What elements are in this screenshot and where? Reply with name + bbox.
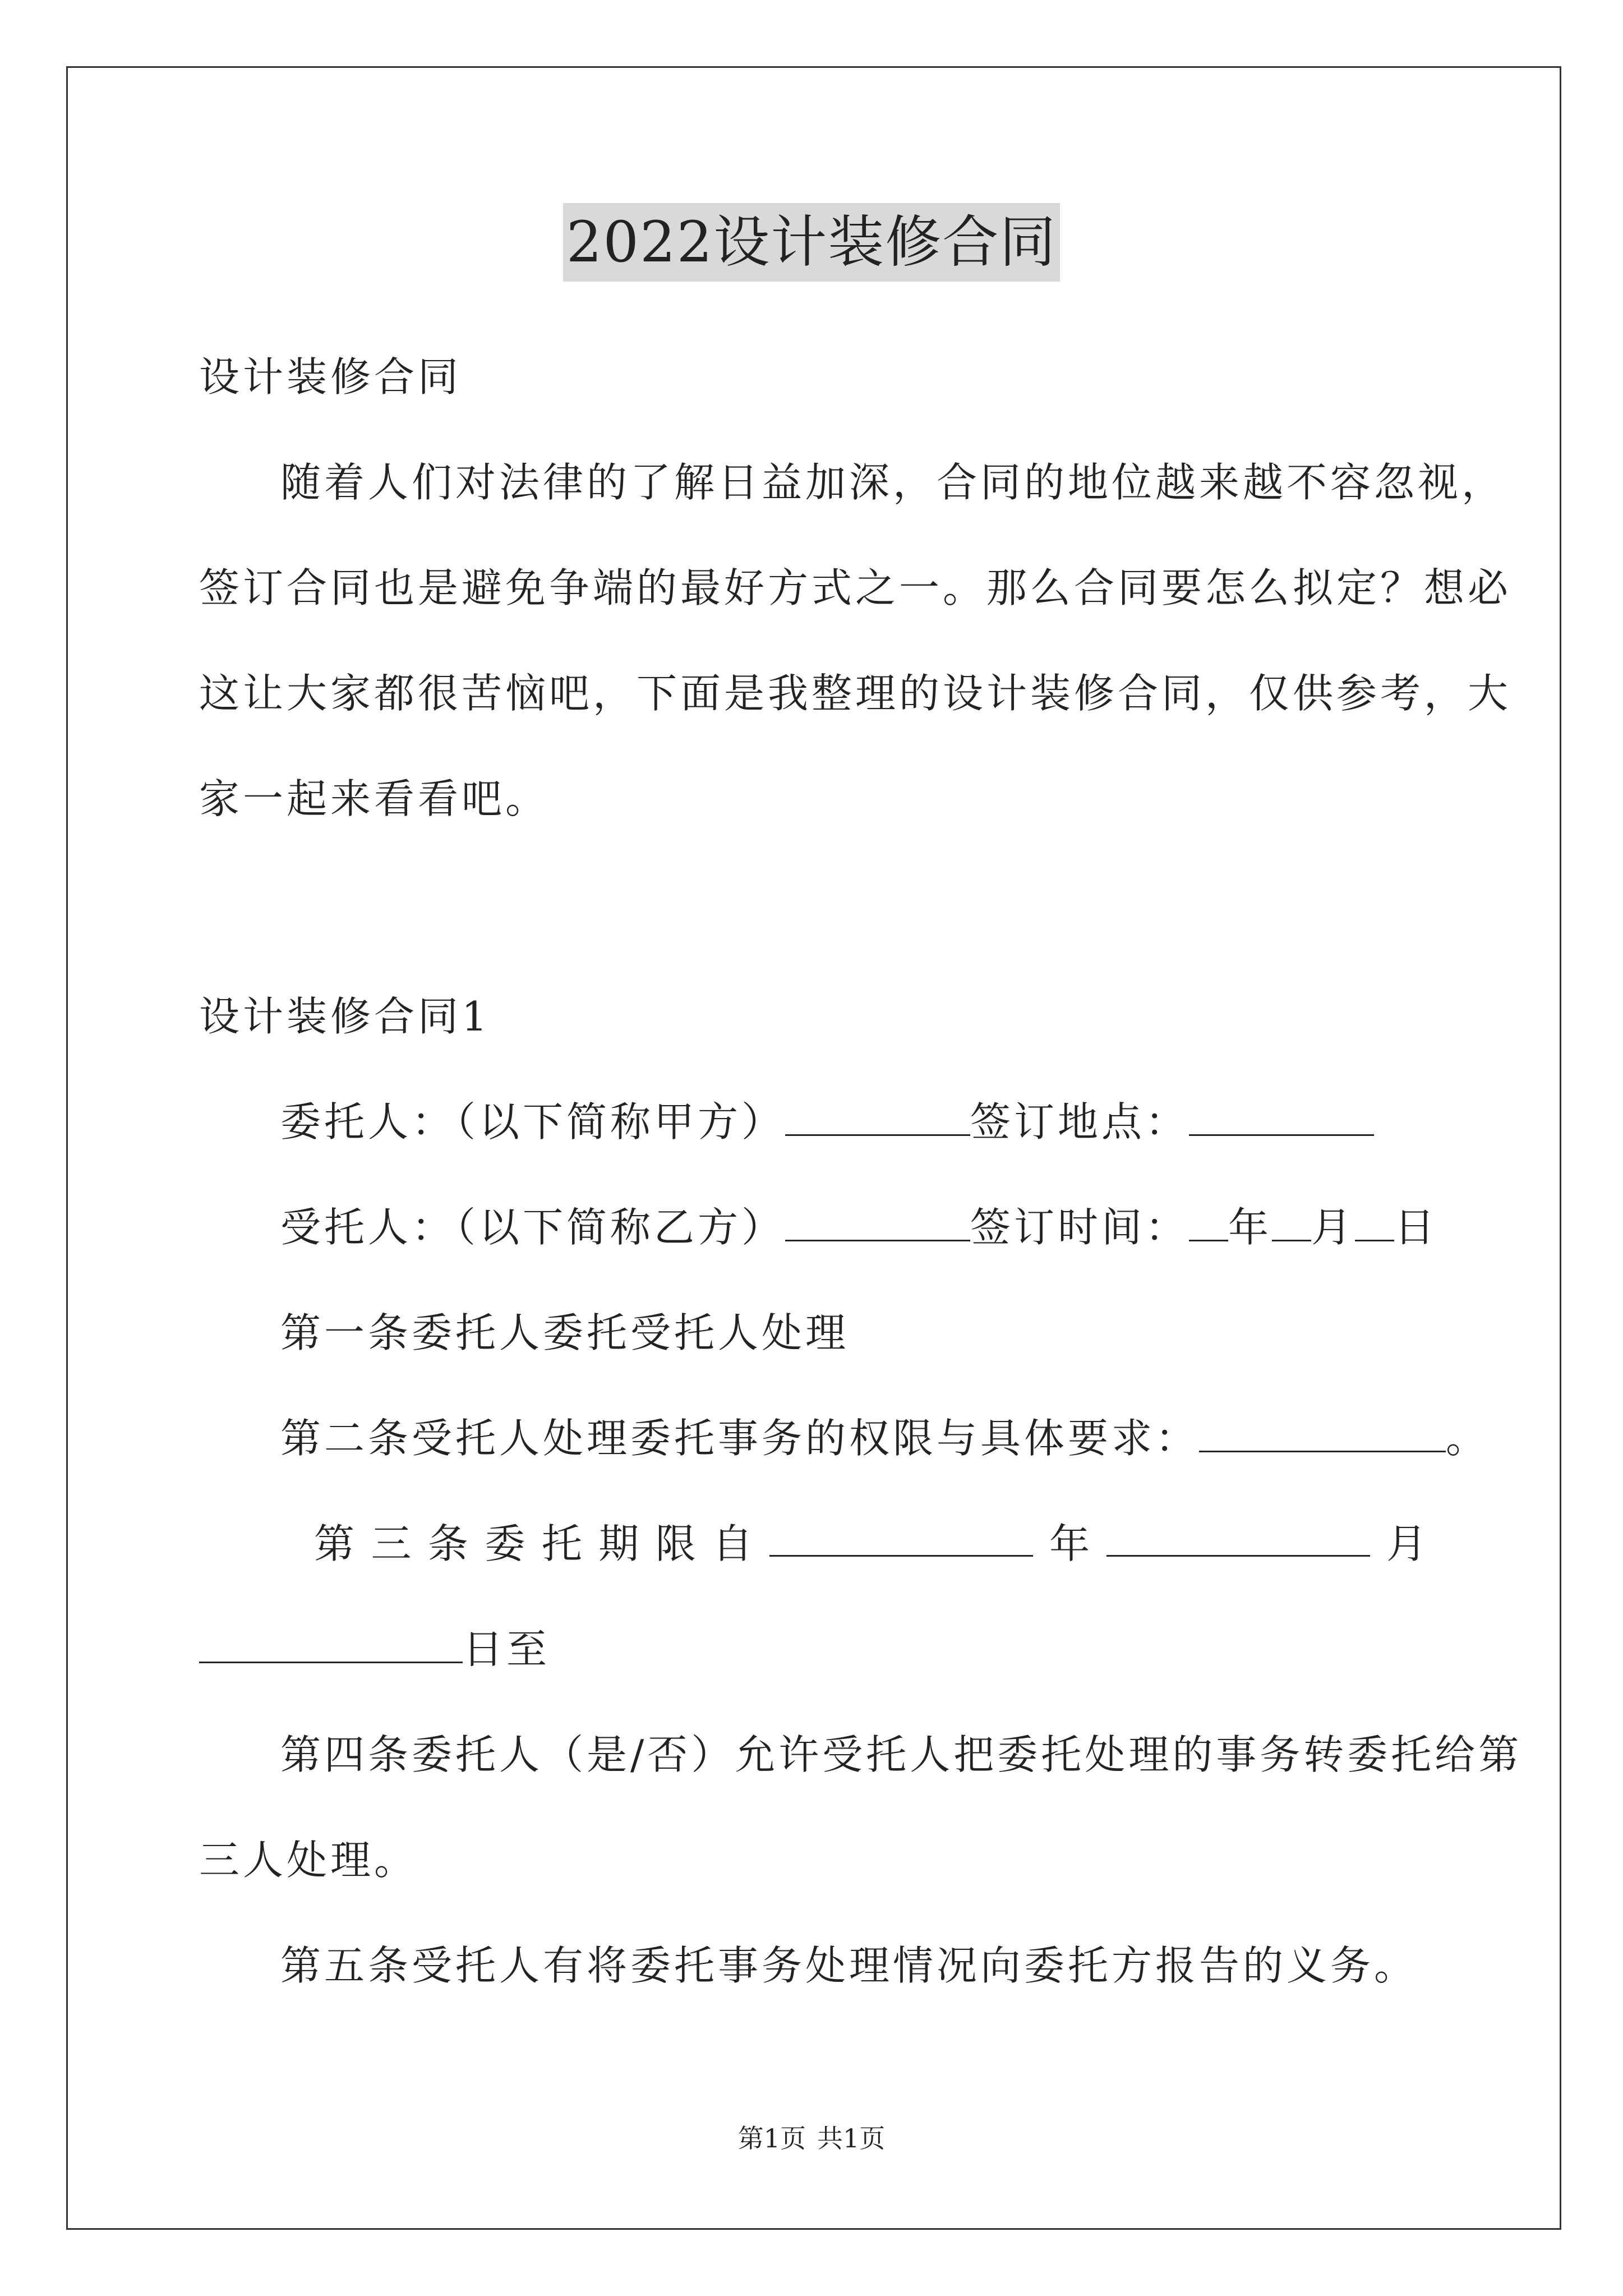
sign-month-blank (1272, 1200, 1311, 1241)
intro-line-2: 签订合同也是避免争端的最好方式之一。那么合同要怎么拟定？想必 (199, 564, 1512, 611)
page-total: 共1页 (817, 2123, 886, 2154)
article-3-month: 月 (1386, 1520, 1427, 1567)
article-1: 第一条委托人委托受托人处理 (280, 1309, 850, 1356)
sign-day-label: 日 (1394, 1204, 1438, 1251)
article-3-char: 托 (541, 1520, 582, 1567)
entrust-a-blank (785, 1095, 970, 1136)
article-4-line-1: 第四条委托人（是/否）允许受托人把委托处理的事务转委托给第 (280, 1731, 1523, 1778)
article-3-char: 三 (371, 1520, 412, 1567)
article-2-text: 第二条受托人处理委托事务的权限与具体要求： (280, 1415, 1200, 1462)
article-3-char: 第 (314, 1520, 355, 1567)
sign-time-label: 签订时间： (970, 1204, 1189, 1251)
sign-year-blank (1189, 1200, 1228, 1241)
article-4-line-2: 三人处理。 (199, 1837, 418, 1884)
entrust-b-blank (785, 1200, 970, 1241)
intro-line-1: 随着人们对法律的了解日益加深，合同的地位越来越不容忽视， (280, 459, 1506, 506)
article-3-char: 委 (485, 1520, 525, 1567)
page-number: 第1页 (737, 2123, 806, 2154)
clause-entrust-a (280, 1094, 1374, 1150)
intro-line-3: 这让大家都很苦恼吧，下面是我整理的设计装修合同，仅供参考，大 (199, 670, 1512, 717)
article-3-year: 年 (1049, 1520, 1090, 1567)
document-title: 2022设计装修合同 (563, 203, 1061, 282)
entrust-b-label: 受托人：（以下简称乙方） (280, 1204, 786, 1251)
sign-day-blank (1355, 1200, 1394, 1241)
article-3-line-1 (314, 1516, 1427, 1572)
article-5: 第五条受托人有将委托事务处理情况向委托方报告的义务。 (280, 1942, 1418, 1989)
article-3-year-blank (769, 1516, 1033, 1557)
clause-entrust-b (280, 1199, 1438, 1255)
article-3-day-blank (199, 1622, 463, 1663)
section-heading: 设计装修合同1 (199, 993, 491, 1040)
article-2 (280, 1410, 1490, 1466)
article-3-char: 自 (712, 1520, 753, 1567)
article-3-tail: 日至 (463, 1626, 551, 1673)
article-3-char: 条 (427, 1520, 468, 1567)
sign-place-blank (1189, 1095, 1374, 1136)
title-container (0, 203, 1623, 282)
article-3-line-2 (199, 1621, 550, 1677)
sign-month-label: 月 (1311, 1204, 1355, 1251)
sign-year-label: 年 (1228, 1204, 1272, 1251)
article-2-end: 。 (1446, 1415, 1490, 1462)
article-3-char: 期 (598, 1520, 639, 1567)
intro-line-4: 家一起来看看吧。 (199, 775, 550, 822)
subtitle: 设计装修合同 (199, 353, 462, 401)
sign-place-label: 签订地点： (970, 1098, 1189, 1145)
article-3-char: 限 (655, 1520, 696, 1567)
page-footer (0, 2122, 1623, 2155)
entrust-a-label: 委托人：（以下简称甲方） (280, 1098, 786, 1145)
article-3-month-blank (1106, 1516, 1370, 1557)
article-2-blank (1199, 1411, 1446, 1452)
